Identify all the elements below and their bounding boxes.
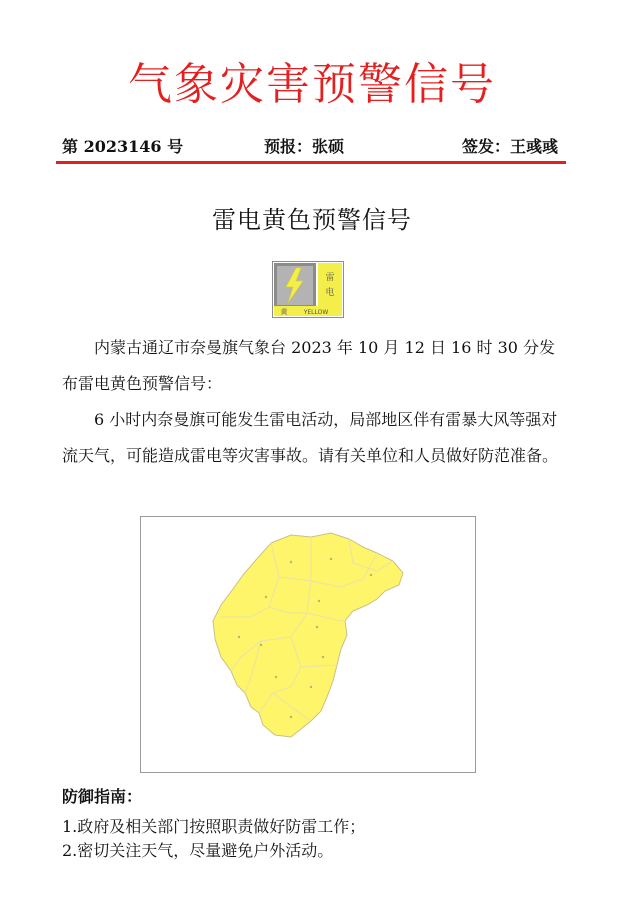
signal-subtitle: 雷电黄色预警信号 xyxy=(212,206,412,234)
county-map-image xyxy=(140,516,476,773)
meta-row xyxy=(62,134,558,156)
icon-label-cn: 黄 xyxy=(280,308,288,316)
issue-number: 第 2023146 号 xyxy=(62,137,184,156)
icon-char-top: 雷 xyxy=(325,273,335,283)
paragraph-warning: 6 小时内奈曼旗可能发生雷电活动，局部地区伴有雷暴大风等强对流天气，可能造成雷电等灾害事故。请有关单位和人员做好防范准备。 xyxy=(62,410,559,465)
lightning-yellow-signal-icon xyxy=(272,261,344,318)
guide-heading: 防御指南： xyxy=(62,787,143,806)
issuer: 签发：王彧彧 xyxy=(461,137,558,156)
guide-item-2: 2.密切关注天气，尽量避免户外活动。 xyxy=(62,841,334,860)
guide-item-1: 1.政府及相关部门按照职责做好防雷工作； xyxy=(62,817,366,836)
paragraph-issue: 内蒙古通辽市奈曼旗气象台 2023 年 10 月 12 日 16 时 30 分发布雷电黄色预警信号： xyxy=(62,338,556,393)
document-title: 气象灾害预警信号 xyxy=(128,59,496,110)
forecaster: 预报：张硕 xyxy=(264,137,345,156)
icon-char-bottom: 电 xyxy=(325,288,335,298)
icon-label-en: YELLOW xyxy=(303,309,329,316)
header-divider xyxy=(56,161,566,164)
